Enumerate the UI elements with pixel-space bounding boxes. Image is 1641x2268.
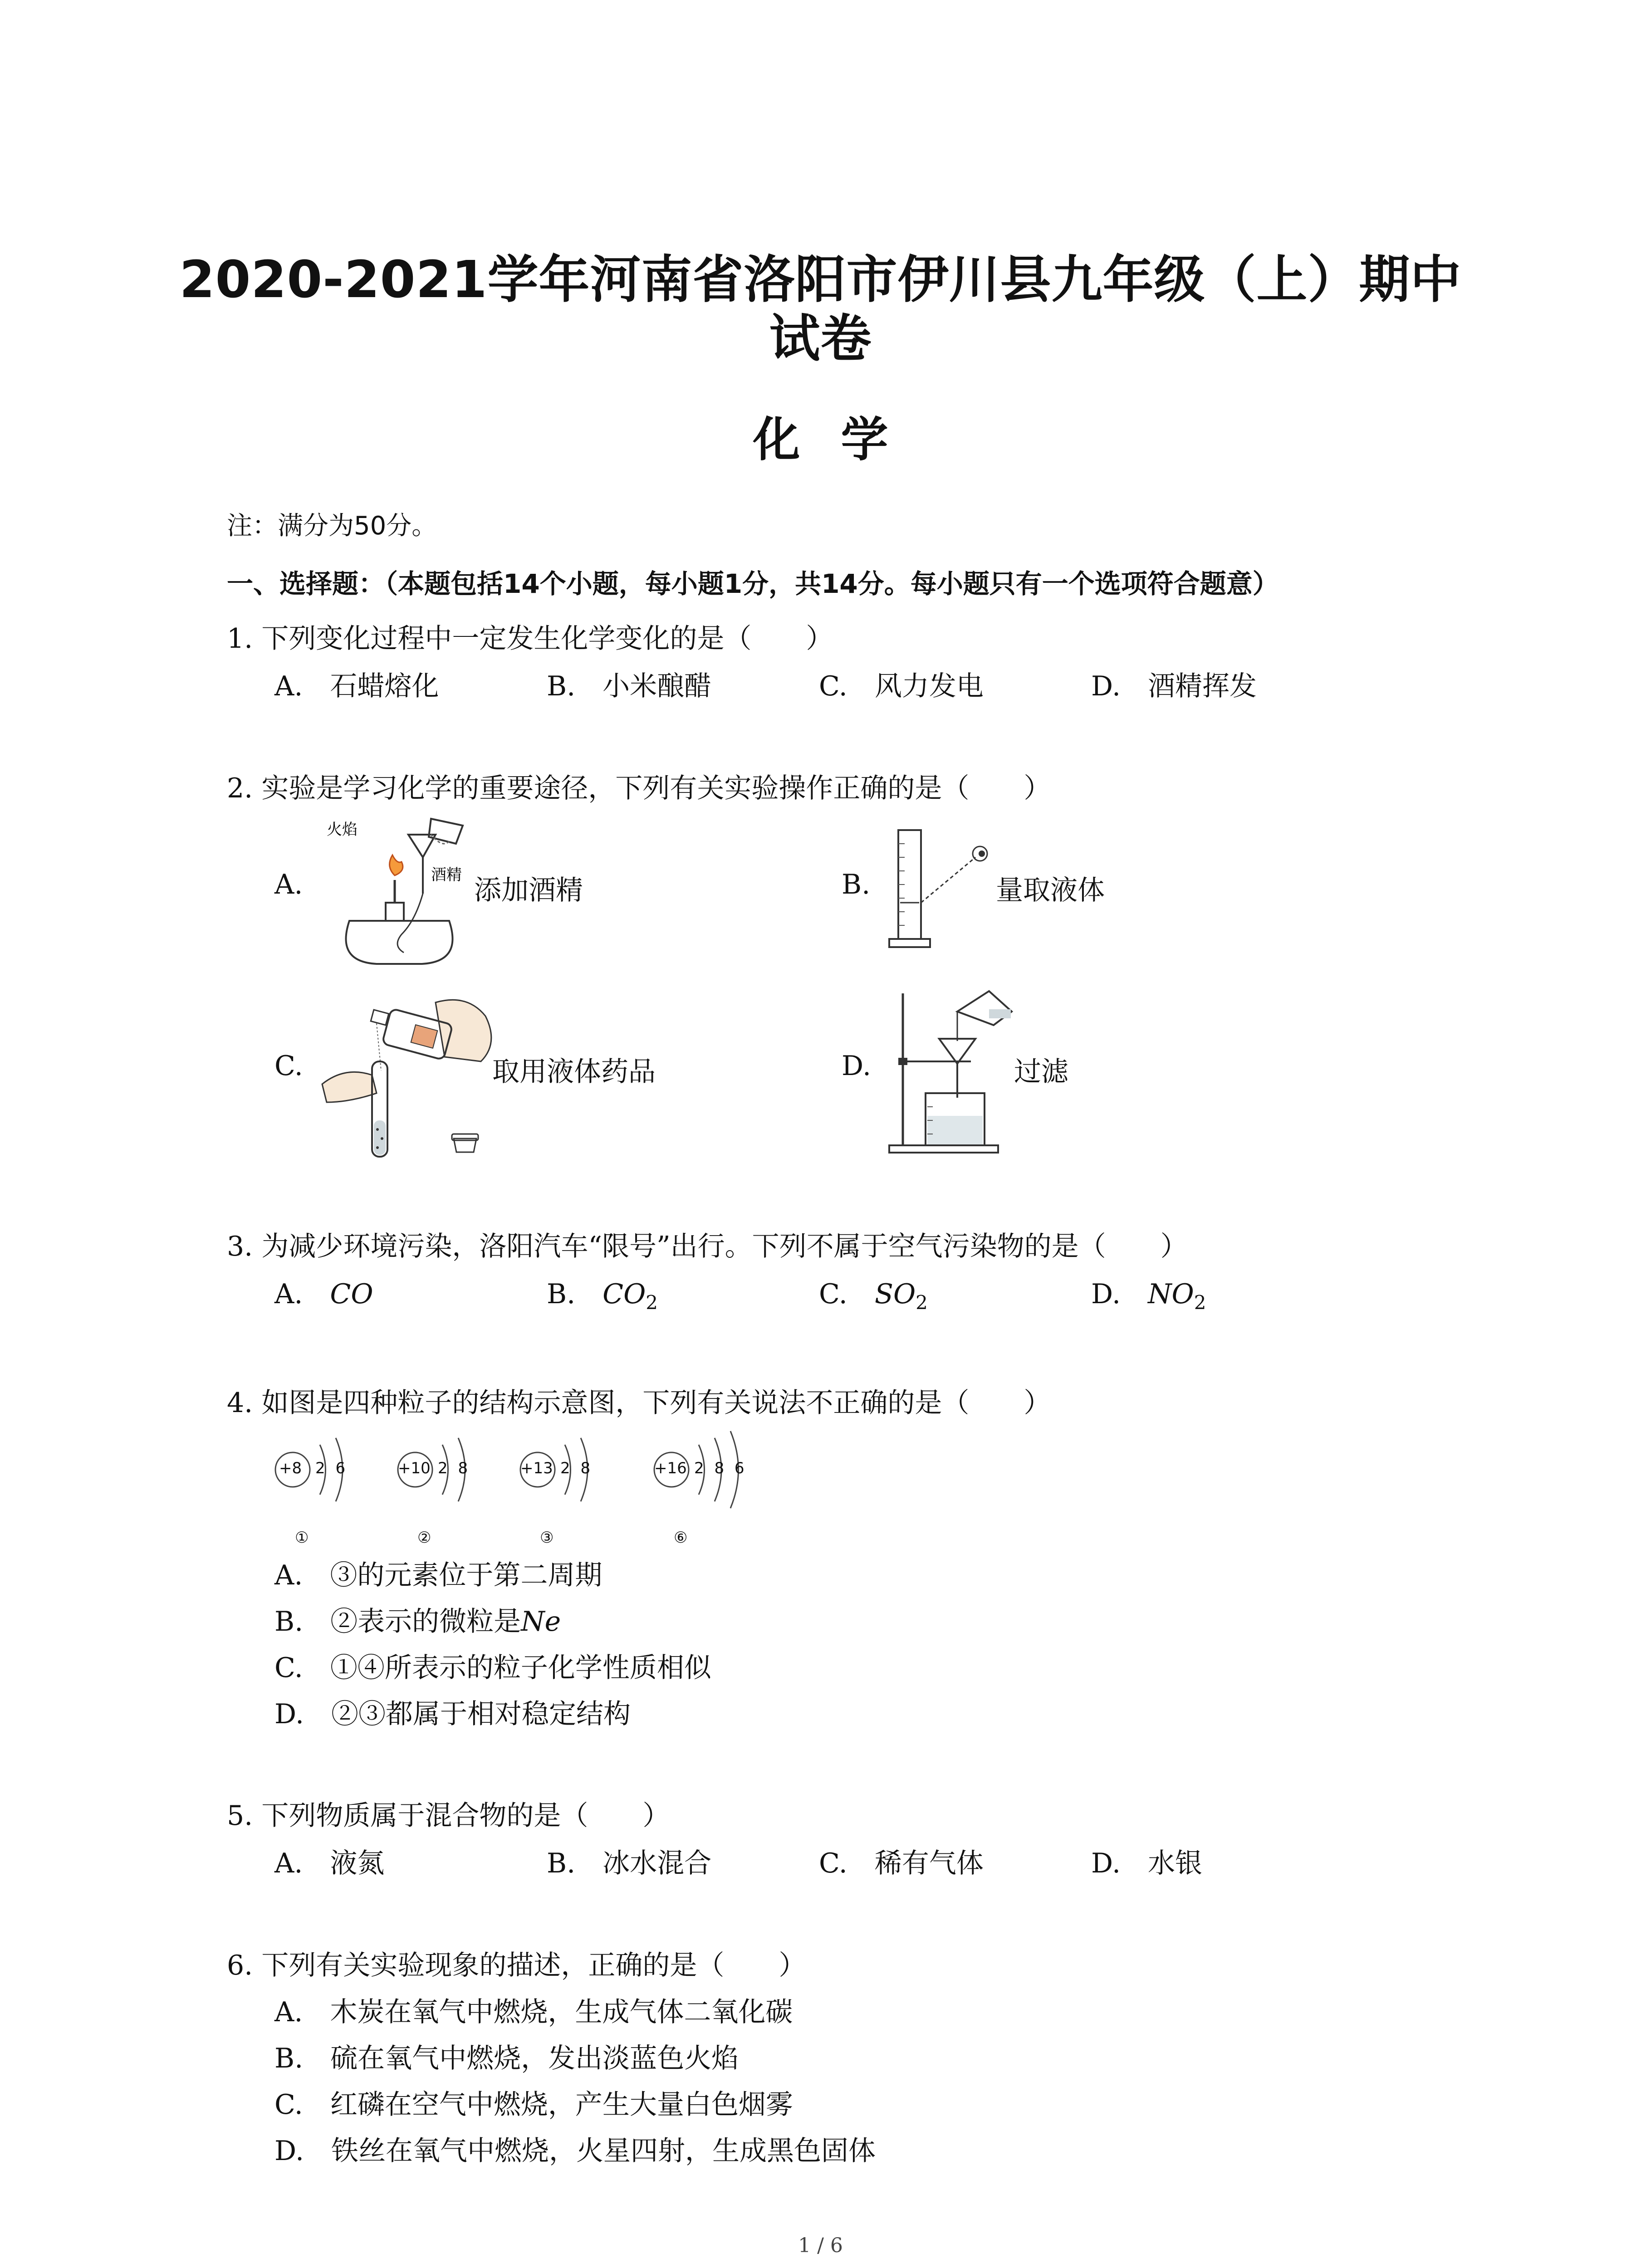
- score-note: 注：满分为50分。: [227, 511, 437, 541]
- q3-option-c-formula: SO: [874, 1278, 916, 1310]
- section-heading: 一、选择题：（本题包括14个小题，每小题1分，共14分。每小题只有一个选项符合题意）: [227, 568, 1279, 599]
- q5-option-d: D. 水银: [1091, 1848, 1203, 1879]
- q4-option-c: C. ①④所表示的粒子化学性质相似: [274, 1652, 711, 1684]
- particle-1-label: ①: [295, 1529, 309, 1547]
- page-title-line2: 试卷: [769, 309, 872, 368]
- question-3-stem: 3. 为减少环境污染，洛阳汽车“限号”出行。下列不属于空气污染物的是（ ）: [227, 1231, 1188, 1262]
- q3-option-b: [547, 1272, 658, 1314]
- alcohol-label: 酒精: [431, 866, 462, 884]
- q3-option-d: [1091, 1272, 1206, 1314]
- q1-option-b: B. 小米酿醋: [547, 670, 712, 702]
- particle-4-label: ⑥: [674, 1529, 688, 1547]
- q2-caption-a: 添加酒精: [474, 875, 583, 906]
- particle-2-label: ②: [417, 1529, 431, 1547]
- q4-option-b-symbol: Ne: [521, 1606, 561, 1637]
- page-number: 1 / 6: [798, 2234, 843, 2257]
- q3-option-a-formula: CO: [330, 1278, 373, 1310]
- page-title: 2020-2021学年河南省洛阳市伊川县九年级（上）期中: [179, 250, 1462, 309]
- q2-caption-b: 量取液体: [996, 875, 1105, 906]
- q6-option-a: A. 木炭在氧气中燃烧，生成气体二氧化碳: [274, 1996, 793, 2028]
- particle-shells-graphic: [268, 1422, 767, 1558]
- filtration-figure: [885, 984, 1021, 1157]
- q3-option-c-subscript: 2: [916, 1291, 928, 1314]
- q6-option-b: B. 硫在氧气中燃烧，发出淡蓝色火焰: [274, 2043, 739, 2074]
- q3-option-a-letter: A.: [274, 1278, 303, 1310]
- particle-1-shells: 2 6: [315, 1459, 348, 1477]
- particle-structure-diagram: [268, 1422, 767, 1558]
- q2-option-b: B.: [842, 869, 871, 900]
- particle-3-shells: 2 8: [560, 1459, 593, 1477]
- q3-option-d-letter: D.: [1091, 1278, 1121, 1310]
- q5-option-b: B. 冰水混合: [547, 1848, 712, 1879]
- graduated-cylinder-figure: [885, 826, 1003, 953]
- q6-option-d: D. 铁丝在氧气中燃烧，火星四射，生成黑色固体: [274, 2135, 876, 2167]
- q6-option-c: C. 红磷在空气中燃烧，产生大量白色烟雾: [274, 2089, 793, 2121]
- question-5-stem: 5. 下列物质属于混合物的是（ ）: [227, 1800, 670, 1832]
- q4-option-b-text: B. ②表示的微粒是: [274, 1606, 521, 1637]
- q3-option-b-letter: B.: [547, 1278, 576, 1310]
- question-2-stem: 2. 实验是学习化学的重要途径，下列有关实验操作正确的是（ ）: [227, 772, 1051, 804]
- question-1-stem: 1. 下列变化过程中一定发生化学变化的是（ ）: [227, 623, 833, 655]
- q5-option-c: C. 稀有气体: [819, 1848, 984, 1879]
- q3-option-c-letter: C.: [819, 1278, 847, 1310]
- q3-option-a: [274, 1272, 373, 1311]
- pour-liquid-figure: [318, 989, 508, 1161]
- q4-option-d: D. ②③都属于相对稳定结构: [274, 1698, 631, 1730]
- particle-2-shells: 2 8: [438, 1459, 471, 1477]
- particle-4-nucleus: +16: [654, 1459, 687, 1477]
- particle-1-nucleus: +8: [279, 1459, 302, 1477]
- particle-4-shells: 2 8 6: [694, 1459, 747, 1477]
- q4-option-b: [274, 1600, 561, 1639]
- alcohol-lamp-figure: [318, 816, 481, 971]
- q1-option-c: C. 风力发电: [819, 670, 984, 702]
- question-6-stem: 6. 下列有关实验现象的描述，正确的是（ ）: [227, 1950, 806, 1981]
- subject-heading: 化学: [753, 412, 929, 467]
- q3-option-c: [819, 1272, 928, 1314]
- q3-option-b-subscript: 2: [646, 1291, 658, 1314]
- particle-3-nucleus: +13: [520, 1459, 553, 1477]
- q3-option-d-formula: NO: [1148, 1278, 1194, 1310]
- q2-option-a: A.: [274, 869, 303, 900]
- q2-option-d: D.: [842, 1050, 872, 1082]
- particle-3-label: ③: [540, 1529, 554, 1547]
- q2-option-c: C.: [274, 1050, 303, 1082]
- q1-option-a: A. 石蜡熔化: [274, 670, 439, 702]
- q1-option-d: D. 酒精挥发: [1091, 670, 1257, 702]
- particle-2-nucleus: +10: [398, 1459, 431, 1477]
- q2-caption-c: 取用液体药品: [492, 1056, 656, 1088]
- flame-label: 火焰: [327, 821, 358, 839]
- q2-caption-d: 过滤: [1014, 1056, 1068, 1088]
- q3-option-d-subscript: 2: [1194, 1291, 1206, 1314]
- question-4-stem: 4. 如图是四种粒子的结构示意图，下列有关说法不正确的是（ ）: [227, 1387, 1051, 1419]
- q5-option-a: A. 液氮: [274, 1848, 385, 1879]
- q4-option-a: A. ③的元素位于第二周期: [274, 1559, 603, 1591]
- q3-option-b-formula: CO: [603, 1278, 646, 1310]
